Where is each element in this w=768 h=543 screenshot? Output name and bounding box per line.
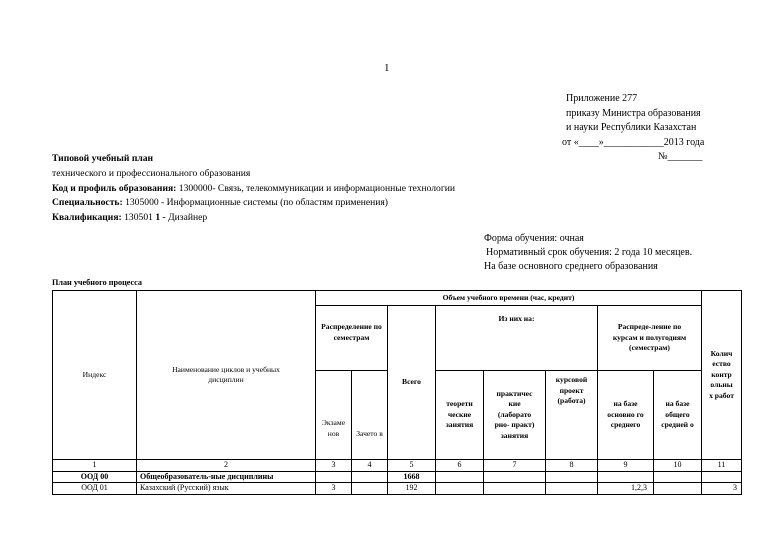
header-credits: Зачето в xyxy=(352,371,388,460)
row-practice xyxy=(484,471,546,483)
row-dist-basic xyxy=(598,471,654,483)
qualification-number: 1 - xyxy=(155,212,166,224)
study-term: Нормативный срок обучения: 2 года 10 месяцев. xyxy=(486,247,693,258)
header-index: Индекс xyxy=(53,291,137,460)
row-credits xyxy=(352,471,388,483)
study-info xyxy=(484,232,692,274)
col-number: 10 xyxy=(654,460,702,472)
specialty-value: 1305000 - Информационные системы (по областям применения) xyxy=(125,197,388,209)
annex-line-5: №_______ xyxy=(658,151,703,162)
header-control-works: Колич ество контр ольны х работ xyxy=(702,291,742,460)
annex-block xyxy=(562,92,705,165)
header-theory: теорети ческие занятия xyxy=(436,371,484,460)
header-practice: практичес кие (лаборато рно- практ) занятия xyxy=(484,371,546,460)
specialty-label: Специальность: xyxy=(52,197,123,209)
plan-title: Типовой учебный план xyxy=(52,153,154,164)
annex-line-4: от «____»____________2013 года xyxy=(562,136,705,148)
col-number: 6 xyxy=(436,460,484,472)
header-course-distribution: Распреде-ление по курсам и полугодиям (семестрам) xyxy=(598,306,702,371)
col-number: 7 xyxy=(484,460,546,472)
page-number: 1 xyxy=(384,62,390,74)
table-title: План учебного процесса xyxy=(52,278,143,287)
row-dist-general xyxy=(654,471,702,483)
header-volume: Объем учебного времени (час, кредит) xyxy=(316,291,702,306)
code-label: Код и профиль образования: xyxy=(52,182,177,194)
row-discipline: Казахский (Русский) язык xyxy=(137,483,316,495)
plan-subtitle: технического и профессионального образования xyxy=(52,167,251,179)
row-exams: 3 xyxy=(316,483,352,495)
study-form: Форма обучения: очная xyxy=(484,233,584,244)
header-of-which: Из них на: xyxy=(436,306,598,371)
col-number: 9 xyxy=(598,460,654,472)
study-base: На базе основного среднего образования xyxy=(484,261,658,272)
row-total: 192 xyxy=(388,483,436,495)
qualification-code: 130501 xyxy=(124,212,153,224)
column-numbers-row xyxy=(53,460,742,472)
annex-line-1: Приложение 277 xyxy=(566,93,638,104)
row-theory xyxy=(436,471,484,483)
row-dist-basic: 1,2,3 xyxy=(598,483,654,495)
header-base-general: на базе общего средней о xyxy=(654,371,702,460)
row-exams xyxy=(316,471,352,483)
col-number: 8 xyxy=(546,460,598,472)
row-theory xyxy=(436,483,484,495)
row-control xyxy=(702,471,742,483)
code-value: 1300000- Связь, телекоммуникации и информационные технологии xyxy=(178,182,456,194)
row-index: ООД 01 xyxy=(53,483,137,495)
col-number: 2 xyxy=(137,460,316,472)
header-exams: Экзаме нов xyxy=(316,371,352,460)
row-dist-general xyxy=(654,483,702,495)
header-total: Всего xyxy=(388,306,436,460)
header-discipline-name: Наименование циклов и учебных дисциплин xyxy=(137,291,316,460)
curriculum-table xyxy=(52,290,742,495)
row-discipline: Общеобразователь-ные дисциплины xyxy=(137,471,316,483)
plan-header xyxy=(52,152,455,226)
header-course-project: курсовой проект (работа) xyxy=(546,371,598,460)
table-row xyxy=(53,471,742,483)
qualification-name: Дизайнер xyxy=(168,212,208,224)
col-number: 5 xyxy=(388,460,436,472)
row-practice xyxy=(484,483,546,495)
col-number: 3 xyxy=(316,460,352,472)
header-semester-distribution: Распределение по семестрам xyxy=(316,306,388,371)
header-base-basic: на базе основно го среднего xyxy=(598,371,654,460)
row-course xyxy=(546,471,598,483)
row-credits xyxy=(352,483,388,495)
row-course xyxy=(546,483,598,495)
annex-line-3: и науки Республики Казахстан xyxy=(566,122,697,133)
row-index: ООД 00 xyxy=(53,471,137,483)
table-row xyxy=(53,483,742,495)
qualification-label: Квалификация: xyxy=(52,212,122,224)
col-number: 1 xyxy=(53,460,137,472)
row-control: 3 xyxy=(702,483,742,495)
row-total: 1668 xyxy=(388,471,436,483)
col-number: 4 xyxy=(352,460,388,472)
annex-line-2: приказу Министра образования xyxy=(566,107,701,119)
col-number: 11 xyxy=(702,460,742,472)
